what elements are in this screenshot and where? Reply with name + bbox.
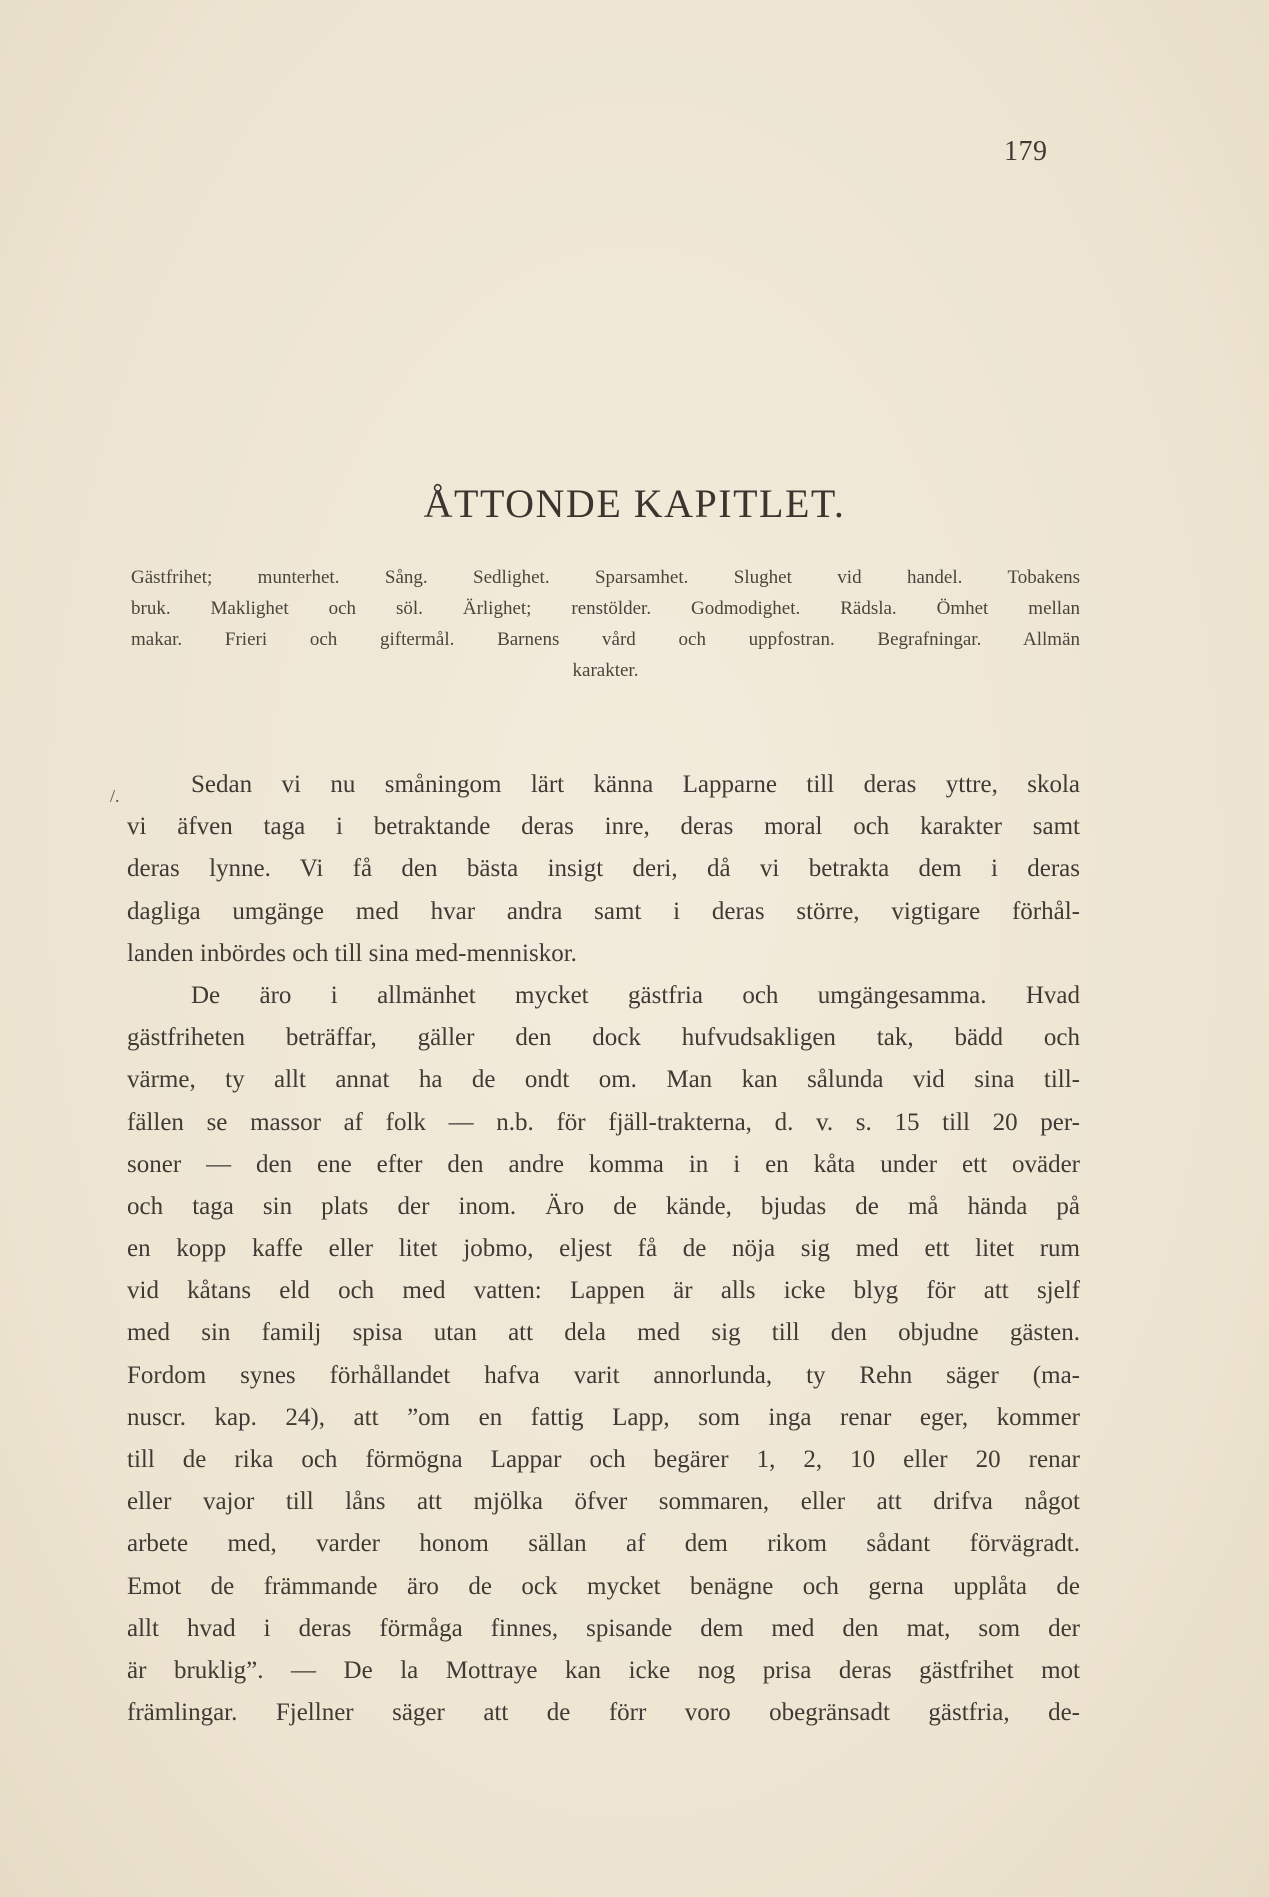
text-line: dagliga umgänge med hvar andra samt i deras större, vigtigare förhål- xyxy=(127,897,1080,925)
text-line: och taga sin plats der inom. Äro de kände, bjudas de må hända på xyxy=(127,1192,1080,1220)
chapter-title: ÅTTONDE KAPITLET. xyxy=(423,481,846,526)
summary-line: bruk. Maklighet och söl. Ärlighet; renstölder. Godmodighet. Rädsla. Ömhet mellan xyxy=(131,598,1080,619)
text-line: till de rika och förmögna Lappar och begärer 1, 2, 10 eller 20 renar xyxy=(127,1446,1080,1473)
text-line: nuscr. kap. 24), att ”om en fattig Lapp, som inga renar eger, kommer xyxy=(127,1403,1080,1431)
text-line: allt hvad i deras förmåga finnes, spisande dem med den mat, som der xyxy=(127,1614,1080,1642)
text-line: eller vajor till låns att mjölka öfver sommaren, eller att drifva något xyxy=(127,1488,1080,1516)
text-line: med sin familj spisa utan att dela med sig till den objudne gästen. xyxy=(127,1319,1080,1347)
text-line: Emot de främmande äro de ock mycket benägne och gerna upplåta de xyxy=(127,1572,1080,1600)
text-line: Sedan vi nu småningom lärt känna Lapparne till deras yttre, skola xyxy=(191,771,1080,798)
text-line: gästfriheten beträffar, gäller den dock hufvudsakligen tak, bädd och xyxy=(127,1024,1080,1052)
text-line: är bruklig”. — De la Mottraye kan icke nog prisa deras gästfrihet mot xyxy=(127,1656,1080,1684)
text-line: landen inbördes och till sina med-menniskor. xyxy=(127,939,577,967)
text-line: arbete med, varder honom sällan af dem rikom sådant förvägradt. xyxy=(127,1530,1080,1558)
text-line: vid kåtans eld och med vatten: Lappen är alls icke blyg för att sjelf xyxy=(127,1277,1080,1305)
text-line: främlingar. Fjellner säger att de förr voro obegränsadt gästfria, de- xyxy=(127,1699,1080,1727)
summary-line: karakter. xyxy=(572,660,639,681)
text-line: Fordom synes förhållandet hafva varit annorlunda, ty Rehn säger (ma- xyxy=(127,1361,1080,1389)
summary-line: Gästfrihet; munterhet. Sång. Sedlighet. Sparsamhet. Slughet vid handel. Tobakens xyxy=(131,567,1080,588)
text-line: De äro i allmänhet mycket gästfria och umgängesamma. Hvad xyxy=(191,981,1080,1009)
summary-line: makar. Frieri och giftermål. Barnens vård och uppfostran. Begrafningar. Allmän xyxy=(131,629,1080,650)
text-line: värme, ty allt annat ha de ondt om. Man kan sålunda vid sina till- xyxy=(127,1066,1080,1094)
body-text xyxy=(127,764,1080,1734)
page-number: 179 xyxy=(1004,136,1048,167)
text-line: deras lynne. Vi få den bästa insigt deri, då vi betrakta dem i deras xyxy=(127,855,1080,883)
margin-annotation: /. xyxy=(110,786,120,806)
text-line: fällen se massor af folk — n.b. för fjäll-trakterna, d. v. s. 15 till 20 per- xyxy=(127,1108,1080,1136)
text-line: en kopp kaffe eller litet jobmo, eljest få de nöja sig med ett litet rum xyxy=(127,1235,1080,1263)
chapter-summary xyxy=(131,562,1080,686)
text-line: soner — den ene efter den andre komma in i en kåta under ett oväder xyxy=(127,1150,1080,1178)
text-line: vi äfven taga i betraktande deras inre, deras moral och karakter samt xyxy=(127,813,1080,841)
